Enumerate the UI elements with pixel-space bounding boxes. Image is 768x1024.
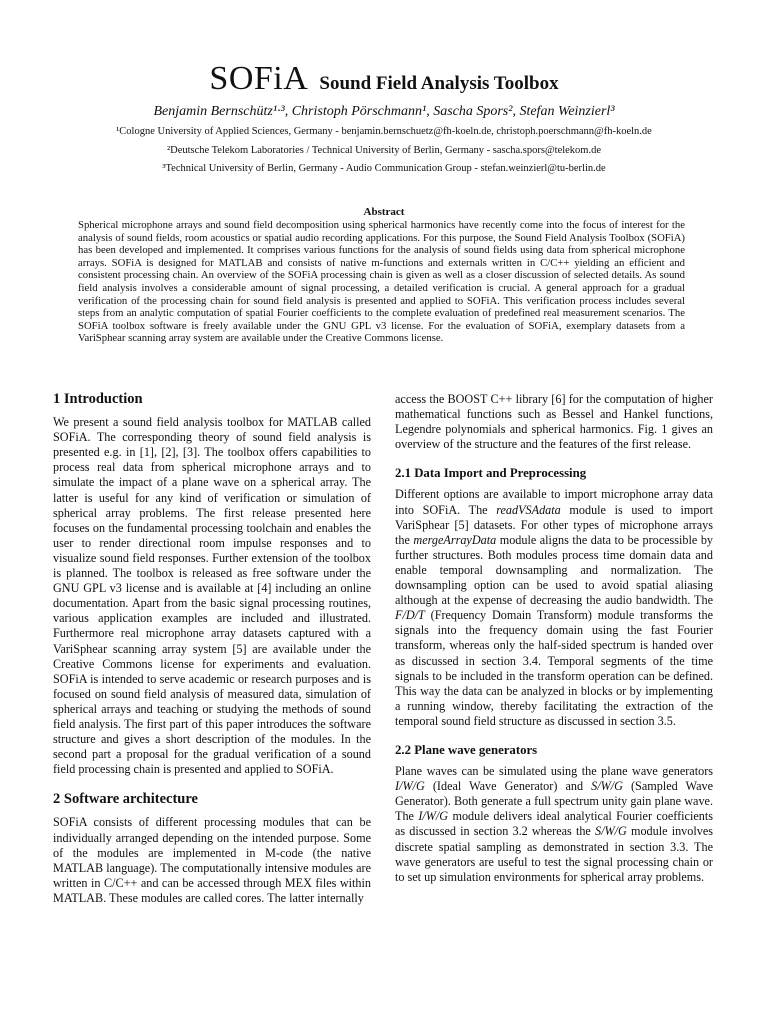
module-name-swg: S/W/G bbox=[591, 779, 623, 794]
module-name-iwg-2: I/W/G bbox=[418, 809, 449, 824]
author-list: Benjamin Bernschütz¹·³, Christoph Pörschmann¹, Sascha Spors², Stefan Weinzierl³ bbox=[153, 104, 615, 119]
section-heading-introduction: 1 Introduction bbox=[53, 391, 143, 407]
right-column bbox=[395, 392, 713, 885]
module-name-iwg: I/W/G bbox=[395, 779, 425, 794]
affiliation-2: ²Deutsche Telekom Laboratories / Technical University of Berlin, Germany - sascha.spors@telekom.de bbox=[166, 145, 602, 156]
affiliation-1: ¹Cologne University of Applied Sciences, Germany - benjamin.bernschuetz@fh-koeln.de, christoph.poerschmann@fh-koeln.de bbox=[116, 126, 652, 137]
section-heading-software-architecture: 2 Software architecture bbox=[53, 791, 198, 808]
paper-title bbox=[0, 60, 768, 98]
plane-wave-paragraph: Plane waves can be simulated using the plane wave generators I/W/G (Ideal Wave Generator) and S/W/G (Sampled Wave Generator). Both generate a full spectrum unity gain plane wave. The I/W/G module delivers ideal analytical Fourier coefficients as discussed in section 3.2 whereas the S/W/G module involves discrete spatial sampling as demonstrated in section 3.3. The wave generators are useful to test the signal processing chain or to set up simulation environments for spherical array problems. bbox=[395, 764, 713, 884]
module-name-readvsadata: readVSAdata bbox=[496, 502, 561, 517]
architecture-paragraph-continued: access the BOOST C++ library [6] for the computation of higher mathematical functions such as Bessel and Hankel functions, Legendre polynomials and spherical harmonics. Fig. 1 gives an overview of the structure and the features of the first release. bbox=[395, 392, 713, 452]
data-import-paragraph: Different options are available to import microphone array data into SOFiA. The readVSAdata module is used to import VariSphear [5] datasets. For other types of microphone arrays the mergeArrayData module aligns the data to be processible by further structures. Both modules process time domain data and enable temporal downsampling and normalization. The downsampling option can be used to avoid spatial aliasing although at the expense of decreasing the audio bandwidth. The F/D/T (Frequency Domain Transform) module transforms the signals into the frequency domain using the fast Fourier transform, whereas only the half-sided spectrum is handed over as discussed in section 3.4. Temporal segments of the time signals to be included in the transform operation can be defined. This way the data can be analyzed in blocks or by implementing a running window, thereby facilitating the extraction of the temporal sound field structure as discussed in section 3.5. bbox=[395, 487, 714, 728]
introduction-paragraph: We present a sound field analysis toolbox for MATLAB called SOFiA. The corresponding theory of sound field analysis is presented e.g. in [1], [2], [3]. The toolbox offers capabilities to process real data from spherical microphone arrays and to simulate the impact of a plane wave on a spherical array. The latter is useful for any kind of verification or simulation of spherical array problems. The first release presented here focuses on the fundamental processing toolchain and enables the user to render directional room impulse responses and to visualize sound field responses. Further extension of the toolbox is planned. The toolbox is released as free software under the GNU GPL v3 license and is available at [4] including an online documentation. Apart from the basic signal processing routines, various application examples are included and illustrated. Furthermore real microphone array datasets captured with a VariSphear scanning array system [5] are available under the Creative Commons license for experiments and evaluation. SOFiA is intended to serve academic or research purposes and is focused on sound field analysis of measured data, simulation of spherical arrays and teaching or studying the methods of sound field analysis. The first part of this paper introduces the software structure and gives a short description of the modules. In the second part a proposal for the gradual verification of a sound field processing chain is presented and applied to SOFiA. bbox=[53, 415, 371, 777]
abstract-heading: Abstract bbox=[363, 206, 405, 218]
subsection-heading-data-import: 2.1 Data Import and Preprocessing bbox=[395, 466, 587, 481]
module-name-mergearraydata: mergeArrayData bbox=[413, 532, 497, 547]
abstract-text: Spherical microphone arrays and sound field decomposition using spherical harmonics have recently come into the focus of interest for the analysis of sound fields, room acoustics or spatial audio recording applications. For this purpose, the Sound Field Analysis Toolbox (SOFiA) has been developed and implemented. It comprises various functions for the analysis of sound fields using data from spherical microphone arrays. SOFiA is designed for MATLAB and consists of native m-functions and externals written in C/C++ yielding an efficient and consistent processing chain. An overview of the SOFiA processing chain is given as well as a closer discussion of selected details. As sound field analysis involves a considerable amount of signal processing, a detailed verification is crucial. A general approach for a gradual verification of the processing chain for sound field analysis is presented and applied to SOFiA. This verification process includes several steps from an analytic computation of spatial Fourier coefficients to the complete evaluation of predefined real measurement scenarios. The SOFiA toolbox software is freely available under the GNU GPL v3 license. For the evaluation of SOFiA, exemplary datasets from a VariSphear scanning array system are available under the Creative Commons license. bbox=[78, 219, 685, 345]
subsection-heading-plane-wave-generators: 2.2 Plane wave generators bbox=[395, 742, 538, 757]
title-subtitle: Sound Field Analysis Toolbox bbox=[319, 73, 559, 94]
affiliation-3: ³Technical University of Berlin, Germany - Audio Communication Group - stefan.weinzierl@tu-berlin.de bbox=[162, 163, 606, 174]
architecture-paragraph: SOFiA consists of different processing modules that can be individually arranged depending on the intended purpose. Some of the modules are implemented in M-code (the native MATLAB language). The computationally intensive modules are written in C/C++ and can be accessed through MEX files within MATLAB. These modules are called cores. The latter internally bbox=[53, 815, 371, 905]
title-main: SOFiA bbox=[209, 60, 309, 97]
left-column bbox=[53, 392, 371, 906]
module-name-fdt: F/D/T bbox=[395, 608, 425, 623]
module-name-swg-2: S/W/G bbox=[595, 824, 627, 839]
